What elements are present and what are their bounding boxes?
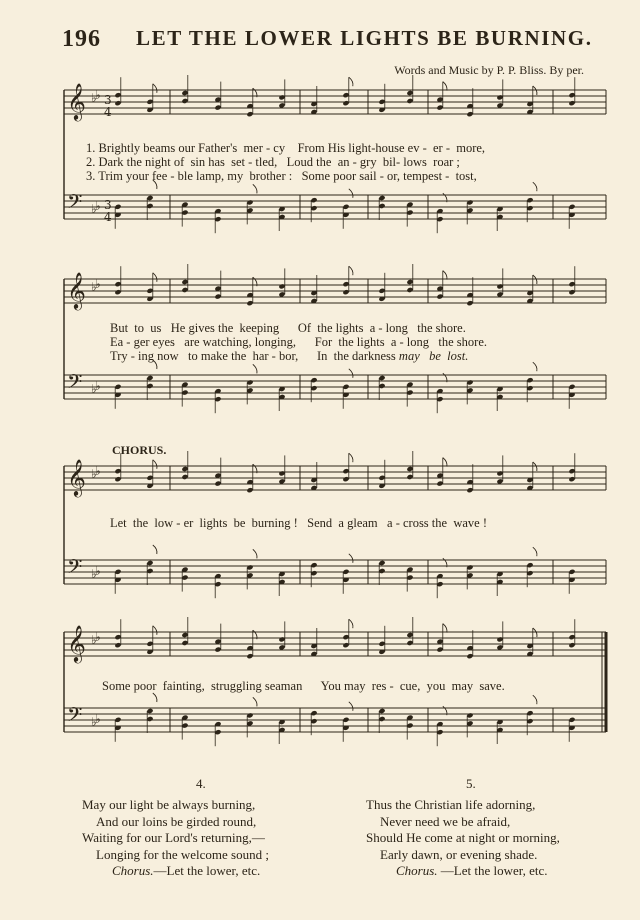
verse-4-chorus [82, 863, 269, 880]
system-2-treble-clef: 𝄞 [67, 271, 86, 309]
system-1-treble-flag [153, 84, 157, 93]
system-4-bass-flag [349, 702, 353, 711]
system-3-bass-clef: 𝄢 [67, 555, 83, 583]
lyric-line-3: Let the low - er lights be burning ! Send a gleam a - cross the wave ! [110, 516, 487, 530]
system-4-treble-flag [533, 628, 537, 637]
lyric-line-2-3-text: Try - ing now to make the har - bor, In the darkness [110, 349, 396, 363]
verse-5-line-2: Never need we be afraid, [380, 813, 511, 829]
hymn-title: LET THE LOWER LIGHTS BE BURNING. [136, 26, 593, 50]
system-1-bass-time-bottom: 4 [104, 210, 112, 224]
system-3-treble-flag [153, 460, 157, 469]
verse-5-chorus [366, 863, 560, 880]
system-3-key-flat: ♭ [95, 564, 101, 578]
lyric-line-2-2: Ea - ger eyes are watching, longing, For the lights a - long the shore. [110, 335, 487, 349]
system-3-treble-flag [533, 462, 537, 471]
lyric-line-2-3 [110, 349, 468, 364]
system-2-bass-flag [533, 362, 537, 371]
system-4-treble-flag [349, 619, 353, 628]
verse-4-line-4: Longing for the welcome sound ; [96, 846, 269, 862]
verse-5 [366, 797, 560, 880]
verse-4-number: 4. [196, 776, 206, 791]
system-1-treble-flag [533, 86, 537, 95]
system-1-key-flat: ♭ [91, 91, 97, 105]
system-2-treble-flag [349, 266, 353, 275]
system-3-key-flat: ♭ [91, 567, 97, 581]
system-1-bass-time-top: 3 [104, 198, 112, 212]
system-1-bass-clef: 𝄢 [67, 190, 83, 218]
system-2-key-flat: ♭ [95, 277, 101, 291]
system-4-bass-flag [153, 693, 157, 702]
system-4-treble-flag [153, 626, 157, 635]
verse-4-chorus-word: Chorus. [112, 863, 154, 878]
verse-4-line-3: Waiting for our Lord's returning,— [82, 830, 265, 845]
system-1-bass-flag [349, 189, 353, 198]
system-2-bass-flag [349, 369, 353, 378]
lyric-line-2-1: But to us He gives the keeping Of the lights a - long the shore. [110, 321, 466, 335]
system-4-key-flat: ♭ [91, 633, 97, 647]
system-1-key-flat: ♭ [91, 202, 97, 216]
verse-5-chorus-word: Chorus. [396, 863, 438, 878]
system-4-treble-flag [443, 624, 447, 633]
system-2-key-flat: ♭ [91, 280, 97, 294]
system-2-bass-clef: 𝄢 [67, 370, 83, 398]
lyric-line-1-2: 2. Dark the night of sin has set - tled, Loud the an - gry bil- lows roar ; [86, 155, 460, 169]
system-1-time-top: 3 [104, 93, 112, 107]
system-4-key-flat: ♭ [95, 630, 101, 644]
verse-4-chorus-rest: —Let the lower, etc. [153, 863, 261, 878]
lyric-line-1-1: 1. Brightly beams our Father's mer - cy From His light-house ev - er - more, [86, 141, 486, 155]
system-3-treble-flag [349, 453, 353, 462]
chorus-label: CHORUS. [112, 443, 167, 457]
system-3-treble-flag [443, 458, 447, 467]
system-1-time-bottom: 4 [104, 105, 112, 119]
verse-5-chorus-rest: —Let the lower, etc. [437, 863, 548, 878]
system-1-treble-flag [349, 77, 353, 86]
system-3-bass-flag [153, 545, 157, 554]
system-2-key-flat: ♭ [95, 379, 101, 393]
system-2-treble-flag [443, 271, 447, 280]
lyric-line-1-3: 3. Trim your fee - ble lamp, my brother : Some poor sail - or, tempest - tost, [86, 169, 477, 183]
system-3-bass-flag [533, 547, 537, 556]
verse-4 [82, 797, 269, 880]
system-1-treble-clef: 𝄞 [67, 82, 86, 120]
system-1-key-flat: ♭ [95, 199, 101, 213]
system-1-key-flat: ♭ [95, 88, 101, 102]
system-4-bass-clef: 𝄢 [67, 703, 83, 731]
system-1-bass-flag [253, 184, 257, 193]
verse-4-line-2: And our loins be girded round, [96, 813, 257, 829]
system-3-treble-clef: 𝄞 [67, 458, 86, 496]
verse-5-line-1: Thus the Christian life adorning, [366, 797, 536, 812]
verse-5-line-3: Should He come at night or morning, [366, 830, 560, 845]
system-1-treble-flag [443, 82, 447, 91]
system-4-key-flat: ♭ [95, 712, 101, 726]
system-4-bass-flag [533, 695, 537, 704]
system-2-treble-flag [153, 273, 157, 282]
hymn-credit: Words and Music by P. P. Bliss. By per. [394, 63, 584, 77]
lyric-line-2-3-italic: may be lost. [398, 349, 469, 363]
lyric-line-4: Some poor fainting, struggling seaman You may res - cue, you may save. [102, 679, 505, 693]
system-4-key-flat: ♭ [91, 715, 97, 729]
system-2-treble-flag [533, 275, 537, 284]
page-number: 196 [62, 26, 101, 52]
verse-5-line-4: Early dawn, or evening shade. [380, 846, 538, 862]
system-1-bass-flag [533, 182, 537, 191]
system-3-bass-flag [253, 549, 257, 558]
system-2-key-flat: ♭ [91, 382, 97, 396]
system-2-bass-flag [253, 364, 257, 373]
system-3-bass-flag [349, 554, 353, 563]
verse-4-line-1: May our light be always burning, [82, 797, 256, 812]
system-3-key-flat: ♭ [91, 467, 97, 481]
verse-5-number: 5. [466, 776, 476, 791]
system-3-key-flat: ♭ [95, 464, 101, 478]
system-4-bass-flag [253, 697, 257, 706]
system-4-treble-clef: 𝄞 [67, 624, 86, 662]
